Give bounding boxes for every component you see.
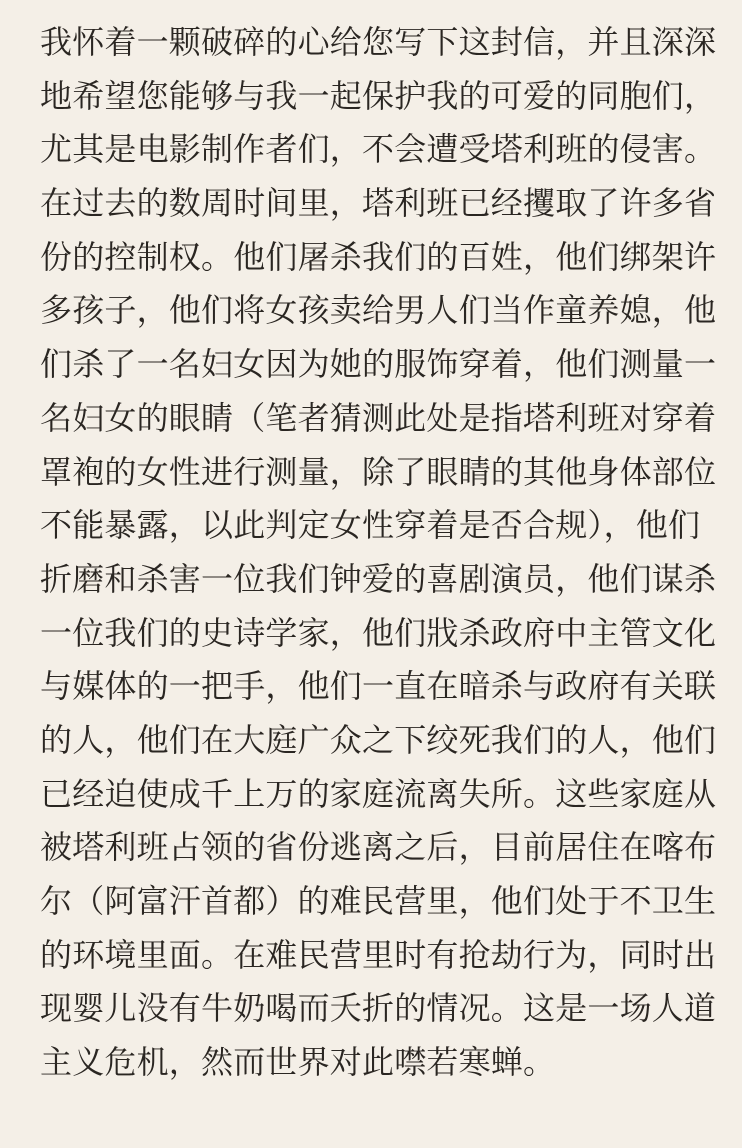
text-line: 份的控制权。他们屠杀我们的百姓，他们绑架许 (40, 237, 717, 276)
text-line: 名妇女的眼睛（笔者猜测此处是指塔利班对穿着 (40, 398, 717, 437)
text-line: 一位我们的史诗学家，他们戕杀政府中主管文化 (40, 613, 717, 652)
text-line: 的人，他们在大庭广众之下绞死我们的人，他们 (40, 720, 717, 759)
text-line: 多孩子，他们将女孩卖给男人们当作童养媳，他 (40, 291, 717, 330)
text-line: 已经迫使成千上万的家庭流离失所。这些家庭从 (40, 774, 717, 813)
text-line: 被塔利班占领的省份逃离之后，目前居住在喀布 (40, 828, 717, 867)
text-line: 折磨和杀害一位我们钟爱的喜剧演员，他们谋杀 (40, 559, 717, 598)
text-line: 在过去的数周时间里，塔利班已经攫取了许多省 (40, 184, 717, 223)
text-line: 不能暴露，以此判定女性穿着是否合规），他们 (40, 506, 701, 545)
text-line: 地希望您能够与我一起保护我的可爱的同胞们， (40, 76, 717, 115)
text-line: 现婴儿没有牛奶喝而夭折的情况。这是一场人道 (40, 989, 717, 1028)
text-line: 尤其是电影制作者们，不会遭受塔利班的侵害。 (40, 130, 717, 169)
text-line: 罩袍的女性进行测量，除了眼睛的其他身体部位 (40, 452, 717, 491)
text-line: 我怀着一颗破碎的心给您写下这封信，并且深深 (40, 23, 717, 61)
text-line: 的环境里面。在难民营里时有抢劫行为，同时出 (40, 935, 717, 974)
text-line: 们杀了一名妇女因为她的服饰穿着，他们测量一 (40, 345, 717, 384)
text-line: 与媒体的一把手，他们一直在暗杀与政府有关联 (40, 667, 717, 706)
text-line: 主义危机，然而世界对此噤若寒蝉。 (40, 1043, 556, 1082)
text-line: 尔（阿富汗首都）的难民营里，他们处于不卫生 (40, 882, 717, 920)
